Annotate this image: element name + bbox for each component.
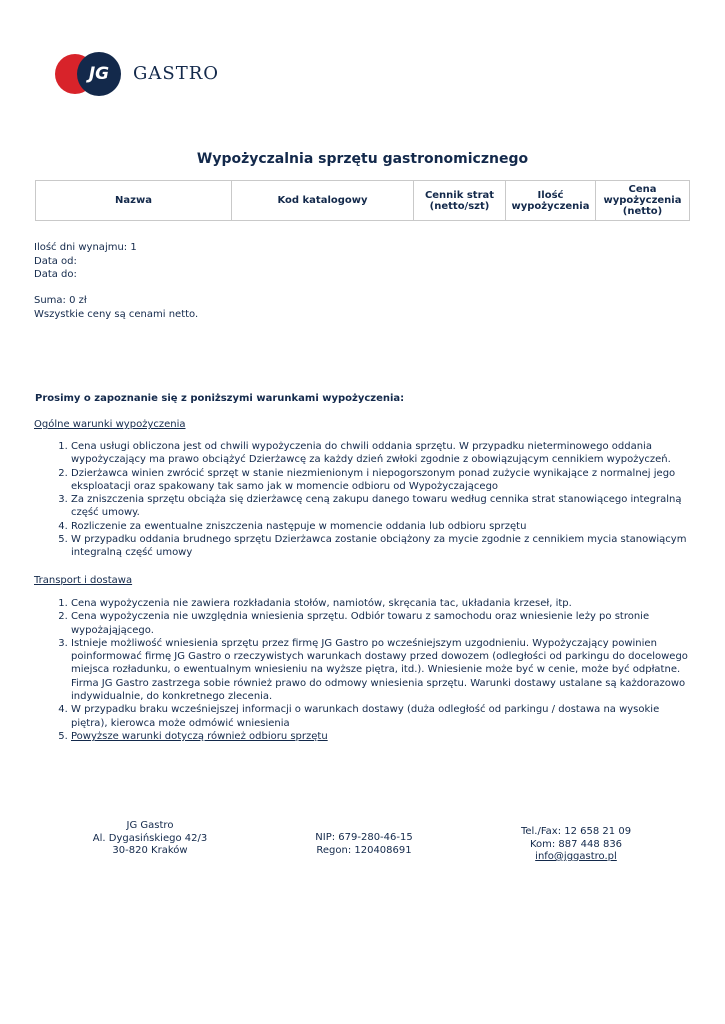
total-sum: Suma: 0 zł — [34, 295, 87, 306]
col-header-rental-price: Cena wypożyczenia (netto) — [596, 181, 690, 221]
footer-mobile: Kom: 887 448 836 — [529, 838, 623, 850]
transport-terms-list — [35, 597, 690, 743]
rental-dates — [34, 241, 137, 282]
footer-city: 30-820 Kraków — [112, 845, 188, 856]
col-header-name: Nazwa — [36, 181, 232, 221]
company-logo — [55, 52, 235, 98]
list-item: 2. Dzierżawca winien zwrócić sprzęt w stanie niezmienionym i niepogorszonym ponad zużycie wynikające z normalnej jego eksploatacji oraz spakowany tak samo jak w momencie odbioru od Wypożyczającego — [71, 467, 690, 494]
rental-summary — [34, 294, 198, 321]
footer-nip: NIP: 679-280-46-15 — [315, 832, 413, 843]
col-header-loss-price: Cennik strat (netto/szt) — [414, 181, 506, 221]
col-header-catalog-code: Kod katalogowy — [232, 181, 414, 221]
footer-company: JG Gastro — [126, 820, 174, 831]
general-terms-list — [35, 440, 690, 560]
table-header-row — [36, 181, 690, 221]
list-item: 3. Istnieje możliwość wniesienia sprzętu przez firmę JG Gastro po wcześniejszym uzgodnieniu. Wypożyczający powinien poinformować firmę JG Gastro o rzeczywistych warunkach dostawy przed dowozem (odległości od parkingu do docelowego miejsca rozładunku, o ewentualnym wniesieniu na wyższe piętra, itd.). Wniesienie może być w cenie, może być odpłatne. Firma JG Gastro zastrzega sobie również prawo do odmowy wniesienia sprzętu. Warunki dostawy ustalane są każdorazowo indywidualnie, do konkretnego zlecenia. — [71, 637, 690, 703]
general-terms-heading: Ogólne warunki wypożyczenia — [34, 419, 186, 430]
transport-heading: Transport i dostawa — [34, 575, 133, 586]
logo-brand-text: GASTRO — [133, 63, 220, 84]
rental-items-table — [35, 180, 690, 221]
list-item: 4. Rozliczenie za ewentualne zniszczenia następuje w momencie oddania lub odbioru sprzętu — [71, 520, 690, 533]
date-to: Data do: — [34, 269, 77, 280]
list-item: 5. Powyższe warunki dotyczą również odbioru sprzętu — [71, 730, 690, 743]
list-item: 4. W przypadku braku wcześniejszej informacji o warunkach dostawy (duża odległość od parkingu / dostawa na wysokie piętra), kierowca może odmówić wniesienia — [71, 703, 690, 730]
list-item: 1. Cena wypożyczenia nie zawiera rozkładania stołów, namiotów, skręcania tac, układania krzeseł, itp. — [71, 597, 690, 610]
footer-address — [75, 820, 225, 858]
list-item: 1. Cena usługi obliczona jest od chwili wypożyczenia do chwili oddania sprzętu. W przypadku nieterminowego oddania wypożyczający ma prawo obciążyć Dzierżawcę za każdy dzień zwłoki zgodnie z obowiązującym cennikiem wypożyczeń. — [71, 440, 690, 467]
list-item: 5. W przypadku oddania brudnego sprzętu Dzierżawca zostanie obciążony za mycie zgodnie z cennikiem mycia stanowiącym integralną część umowy — [71, 533, 690, 560]
logo-initials: JG — [88, 64, 110, 84]
footer-tel: Tel./Fax: 12 658 21 09 — [520, 826, 632, 837]
footer-registration — [289, 832, 439, 857]
terms-intro: Prosimy o zapoznanie się z poniższymi warunkami wypożyczenia: — [35, 393, 405, 404]
footer-contact — [496, 826, 656, 864]
footer-regon: Regon: 120408691 — [316, 844, 412, 856]
list-item: 2. Cena wypożyczenia nie uwzględnia wniesienia sprzętu. Odbiór towaru z samochodu oraz wniesienie leży po stronie wypożająjącego. — [71, 610, 690, 637]
net-prices-note: Wszystkie ceny są cenami netto. — [34, 308, 199, 320]
date-from: Data od: — [34, 255, 77, 267]
footer-street: Al. Dygasińskiego 42/3 — [92, 832, 208, 844]
footer-email-link[interactable]: info@jggastro.pl — [535, 851, 617, 862]
page-title: Wypożyczalnia sprzętu gastronomicznego — [196, 151, 529, 167]
rental-days: Ilość dni wynajmu: 1 — [34, 242, 137, 253]
logo-navy-circle — [77, 52, 121, 96]
col-header-quantity: Ilość wypożyczenia — [506, 181, 596, 221]
list-item: 3. Za zniszczenia sprzętu obciąża się dzierżawcę ceną zakupu danego towaru według cennika strat stanowiącego integralną część umowy. — [71, 493, 690, 520]
